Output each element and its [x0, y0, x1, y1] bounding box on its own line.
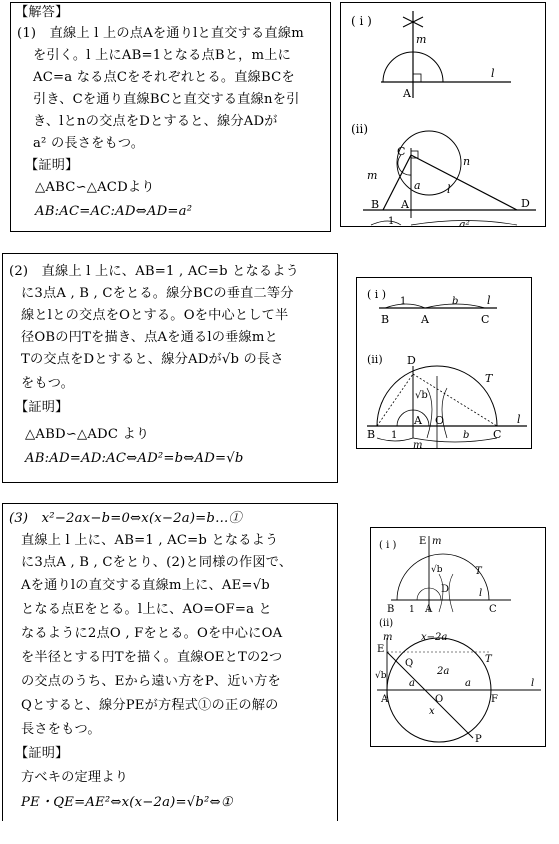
section3-line-6: なるように2点O , Fをとる。Oを中心にOA	[21, 626, 283, 641]
fig2-label-l: l	[487, 294, 491, 307]
fig3-label-T: T	[475, 566, 482, 577]
fig2-part-ii-label: (ii)	[367, 353, 383, 366]
fig2-label-l2: l	[517, 413, 521, 426]
fig3-label-B: B	[387, 604, 395, 615]
fig3-label-m: m	[432, 536, 442, 547]
fig1-label-m: m	[416, 33, 427, 46]
fig2-label-T: T	[485, 372, 493, 385]
fig2-label-C: C	[481, 313, 490, 326]
fig1-part-i-label: ( i )	[351, 14, 372, 28]
fig2-label-A: A	[421, 313, 429, 326]
fig2-label-B: B	[381, 313, 390, 326]
section2-proof-label: 【証明】	[15, 400, 69, 415]
section1-box	[10, 2, 331, 232]
fig3-label-sqrtb: √b	[431, 565, 443, 575]
fig3-label-P: P	[475, 734, 482, 745]
fig3-label-O: O	[435, 694, 444, 705]
fig2-label-A2: A	[414, 414, 422, 427]
fig2-label-B2: B	[367, 428, 376, 441]
section3-line-10: 長さをもつ。	[21, 722, 101, 737]
section1-line-4: 引き、Cを通り直線BCと直交する直線nを引	[33, 92, 300, 107]
section3-box	[2, 503, 338, 821]
section2-line-3: 線とlとの交点をOとする。Oを中心として半	[21, 308, 289, 323]
fig3-label-A: A	[425, 604, 433, 615]
section2-line-5: Tの交点をDとすると、線分ADが√b の長さ	[21, 352, 284, 367]
fig1-label-D: D	[521, 197, 530, 210]
fig3-label-A2: A	[381, 694, 389, 705]
section3-line-4: Aを通りlの直交する直線m上に、AE=√b	[21, 578, 270, 593]
figure1-diagram	[341, 3, 546, 227]
section2-proof-1: △ABD∽△ADC より	[25, 427, 150, 442]
section1-proof-2: AB:AC=AC:AD⇔AD=a²	[35, 204, 193, 219]
section2-line-2: に3点A , B , Cをとる。線分BCの垂直二等分	[21, 286, 294, 301]
fig3-label-sqrtb2: √b	[375, 671, 387, 681]
fig1-label-1: 1	[388, 216, 395, 227]
fig2-label-sqrtb: √b	[415, 390, 428, 401]
fig3-label-D: D	[441, 584, 450, 595]
figure2-diagram	[357, 278, 532, 449]
section1-line-6: a² の長さをもつ。	[33, 136, 145, 151]
section1-proof-1: △ABC∽△ACDより	[35, 180, 155, 195]
figure3	[370, 527, 546, 747]
fig3-label-C: C	[489, 604, 497, 615]
section1-line-3: AC=a なる点Cをそれぞれとる。直線BCを	[33, 70, 295, 85]
fig1-label-m2: m	[367, 169, 378, 182]
section3-line-7: を半径とする円Tを描く。直線OEとTの2つ	[21, 650, 283, 665]
fig3-label-Q: Q	[405, 658, 414, 669]
fig3-label-x: x	[429, 706, 435, 717]
section3-proof-1: 方べキの定理より	[21, 770, 129, 785]
fig3-label-1: 1	[409, 605, 415, 615]
fig2-label-b2: b	[463, 430, 470, 441]
section2-line-6: をもつ。	[21, 376, 75, 391]
fig3-part-ii-label: (ii)	[379, 618, 394, 629]
section3-line-5: となる点Eをとる。l上に、AO=OF=a と	[21, 602, 272, 617]
section2-box	[2, 253, 338, 483]
fig3-label-E2: E	[377, 644, 385, 655]
fig3-label-F: F	[491, 694, 498, 705]
section1-proof-label: 【証明】	[25, 158, 79, 173]
section2-line-1: (2) 直線上 l 上に、AB=1 , AC=b となるよう	[9, 264, 300, 279]
fig1-label-B: B	[371, 198, 380, 211]
fig2-part-i-label: ( i )	[367, 288, 387, 301]
figure2	[356, 277, 532, 449]
fig3-label-m2: m	[383, 632, 393, 643]
section2-line-4: 径OBの円Tを描き、点Aを通るlの垂線mと	[21, 330, 279, 345]
fig1-label-n: n	[463, 155, 471, 168]
fig2-label-C2: C	[493, 428, 502, 441]
section2-proof-2: AB:AD=AD:AC⇔AD²=b⇔AD=√b	[25, 451, 244, 466]
fig3-label-l: l	[479, 588, 483, 599]
fig2-label-b: b	[452, 296, 459, 307]
fig1-label-l: l	[491, 67, 495, 80]
section1-line-2: を引く。l 上にAB=1となる点Bと，m上に	[33, 48, 292, 63]
section3-line-9: Qとすると、線分PEが方程式①の正の解の	[21, 698, 279, 713]
fig2-label-1b: 1	[391, 430, 398, 441]
fig3-label-E: E	[419, 536, 427, 547]
fig2-label-D: D	[407, 354, 416, 367]
fig1-label-C: C	[397, 145, 406, 158]
section3-proof-label: 【証明】	[15, 746, 69, 761]
fig3-label-a2: a	[465, 678, 471, 689]
section3-line-3: に3点A , B , Cをとり、(2)と同様の作図で、	[21, 555, 293, 570]
fig3-label-x-2a: x−2a	[421, 632, 448, 643]
fig3-label-T2: T	[485, 654, 492, 665]
fig2-label-1: 1	[400, 296, 407, 307]
section3-line-2: 直線上 l 上に、AB=1 , AC=b となるよう	[21, 533, 279, 548]
fig3-label-l2: l	[531, 678, 535, 689]
fig3-label-a: a	[409, 678, 415, 689]
fig1-label-a2: a²	[459, 218, 470, 228]
fig1-label-l2: l	[447, 183, 451, 196]
fig1-label-A2: A	[401, 198, 409, 211]
section3-line-1: (3) x²−2ax−b=0⇔x(x−2a)=b…①	[9, 511, 242, 526]
fig1-part-ii-label: (ii)	[351, 122, 369, 136]
section1-header: 【解答】	[15, 5, 69, 20]
fig2-label-m: m	[413, 440, 423, 450]
fig3-label-2a: 2a	[437, 666, 450, 677]
figure1	[340, 2, 546, 227]
figure3-diagram	[371, 528, 546, 747]
fig3-part-i-label: ( i )	[379, 540, 397, 551]
section3-line-8: の交点のうち、Eから遠い方をP、近い方を	[21, 674, 281, 689]
section3-proof-2: PE・QE=AE²⇔x(x−2a)=√b²⇔①	[21, 795, 233, 810]
fig2-label-O: O	[435, 414, 445, 427]
section1-line-5: き、lとnの交点をDとすると、線分ADが	[33, 114, 278, 129]
section1-line-1: (1) 直線上 l 上の点Aを通りlと直交する直線m	[17, 26, 304, 41]
fig1-label-A: A	[403, 87, 411, 100]
fig1-label-a: a	[414, 179, 421, 192]
